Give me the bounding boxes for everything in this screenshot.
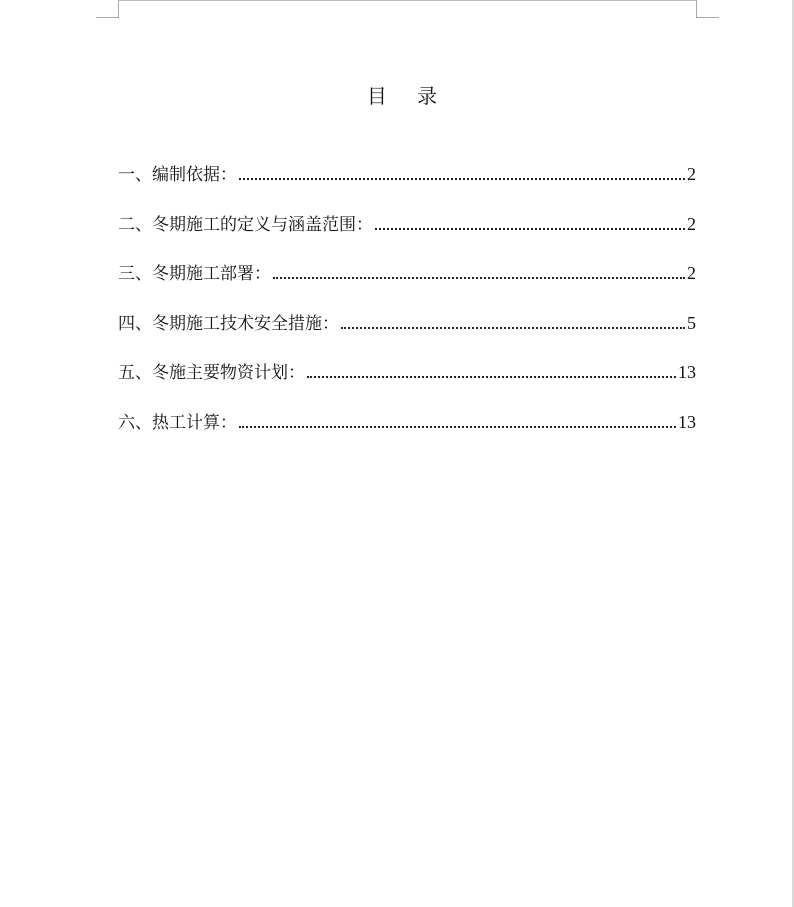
toc-page-number: 13 [678,411,696,432]
toc-entry-label: 二、冬期施工的定义与涵盖范围： [118,214,373,235]
toc-dot-leader [273,277,685,279]
toc-page-number: 2 [687,263,696,283]
toc-page-number: 5 [687,312,696,333]
toc-entry-label: 六、热工计算： [118,412,237,433]
toc-entry[interactable] [118,408,696,458]
toc-dot-leader [239,178,685,180]
toc-dot-leader [341,327,685,329]
toc-dot-leader [239,426,676,428]
toc-page-number: 2 [687,164,696,184]
margin-mark-top-right [697,17,719,18]
toc-entry-label: 四、冬期施工技术安全措施： [118,313,339,334]
margin-mark-top-right-vertical [696,0,697,18]
toc-entry-label: 五、冬施主要物资计划： [118,363,305,383]
toc-entry[interactable] [118,259,696,309]
toc-page-number: 2 [687,213,696,234]
page-top-margin-line [118,0,697,1]
toc-page-number: 13 [678,362,696,382]
toc-title: 目 录 [366,84,450,108]
toc-dot-leader [375,228,685,230]
margin-mark-top-left [96,17,118,18]
table-of-contents [118,160,696,457]
toc-entry[interactable] [118,160,696,210]
toc-entry-label: 三、冬期施工部署： [118,264,271,284]
margin-mark-top-left-vertical [118,0,119,18]
toc-entry[interactable] [118,358,696,408]
toc-entry[interactable] [118,309,696,359]
toc-entry[interactable] [118,210,696,260]
toc-entry-label: 一、编制依据： [118,165,237,185]
toc-dot-leader [307,376,676,378]
